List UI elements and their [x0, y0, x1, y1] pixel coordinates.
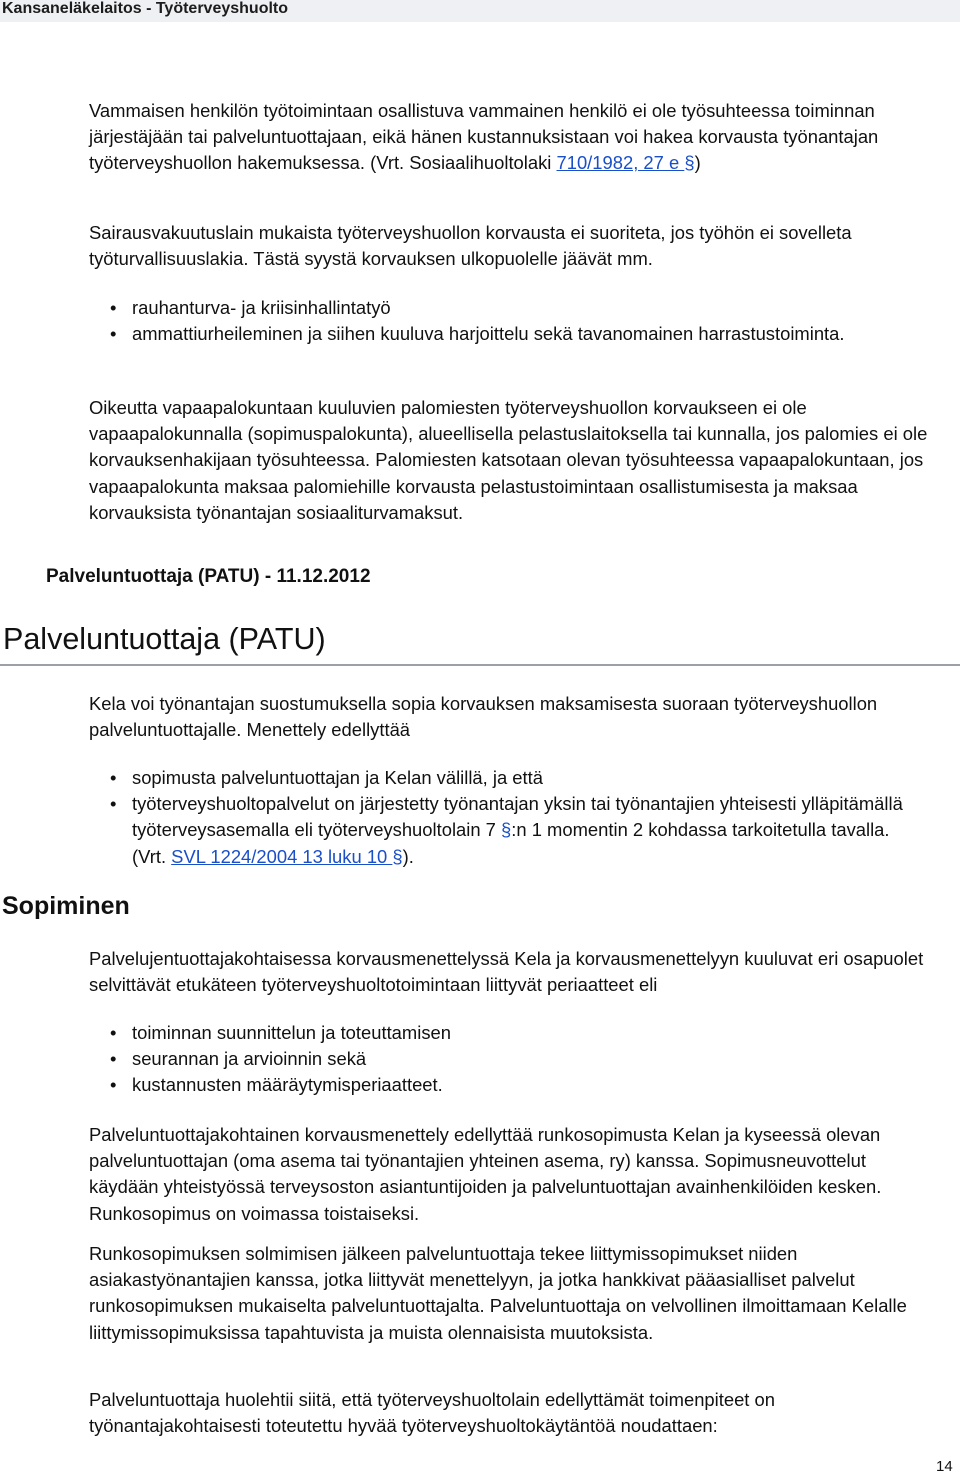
- list-item: [110, 791, 910, 870]
- list-item: • ammattiurheileminen ja siihen kuuluva harjoittelu sekä tavanomainen harrastustoiminta.: [110, 321, 910, 347]
- section-icon[interactable]: §: [501, 819, 512, 841]
- section-icon[interactable]: §: [684, 152, 695, 174]
- header-title: Kansaneläkelaitos - Työterveyshuolto: [2, 0, 289, 17]
- paragraph-sairausvakuutus: Sairausvakuutuslain mukaista työterveyshuollon korvausta ei suoriteta, jos työhön ei sovelleta työturvallisuuslakia. Tästä syystä korvauksen ulkopuolelle jäävät mm.: [89, 222, 852, 270]
- list-item: • rauhanturva- ja kriisinhallintatyö: [110, 295, 910, 321]
- paragraph-kela-voi: Kela voi työnantajan suostumuksella sopia korvauksen maksamisesta suoraan työterveyshuollon palveluntuottajalle. Menettely edellyttää: [89, 693, 878, 741]
- list-item-tail: ).: [402, 845, 414, 867]
- paragraph-vapaapalokunta: Oikeutta vapaapalokuntaan kuuluvien palomiesten työterveyshuollon korvaukseen ei ole vapaapalokunnalla (sopimuspalokunta), alueellisella pelastuslaitoksella tai kunnalla, jos palomies ei ole korvauksenhakijaan työsuhteessa. Palomiesten katsotaan olevan työsuhteessa vapaapalokuntaan, jos vapaapalokunta maksaa palomiehille korvausta pelastustoimintaan osallistumisesta ja maksaa korvauksista työnantajan sosiaaliturvamaksut.: [89, 397, 928, 523]
- law-link-svl[interactable]: SVL 1224/2004 13 luku 10: [171, 845, 393, 867]
- section-icon[interactable]: §: [392, 845, 403, 867]
- paragraph-tail: ): [694, 152, 701, 174]
- page-header: [0, 0, 960, 22]
- requirements-list: [110, 765, 910, 870]
- list-item: • toiminnan suunnittelun ja toteuttamisen: [110, 1020, 910, 1046]
- list-item: • kustannusten määräytymisperiaatteet.: [110, 1072, 910, 1098]
- page-title: Palveluntuottaja (PATU): [3, 622, 326, 656]
- exclusion-list: [110, 295, 910, 347]
- list-item-text: työterveyshuoltopalvelut on järjestetty työnantajan yksin tai työnantajien yhteisesti ylläpitämällä työterveysasemalla eli työterveyshuoltolain 7: [132, 793, 903, 841]
- paragraph-palvelujentuottaja: Palvelujentuottajakohtaisessa korvausmenettelyssä Kela ja korvausmenettelyyn kuuluvat eri osapuolet selvittävät etukäteen työterveyshuoltotoimintaan liittyvät periaatteet eli: [89, 948, 924, 996]
- paragraph-text: Vammaisen henkilön työtoimintaan osallistuva vammainen henkilö ei ole työsuhteessa toiminnan järjestäjään tai palveluntuottajaan, eikä hänen kustannuksistaan voi hakea korvausta työnantajan työterveyshuollon hakemuksessa. (Vrt. Sosiaalihuoltolaki: [89, 100, 879, 174]
- paragraph-vammaisen: [89, 98, 929, 177]
- side-heading: Sopiminen: [2, 892, 130, 920]
- page-number: 14: [936, 1458, 953, 1475]
- paragraph-liittymissopimus: Runkosopimuksen solmimisen jälkeen palveluntuottaja tekee liittymissopimukset niiden asiakastyönantajien kanssa, jotka liittyvät menettelyyn, ja jotka hankkivat pääasialliset palvelut runkosopimuksen mukaiselta palveluntuottajalta. Palveluntuottaja on velvollinen ilmoittamaan Kelalle liittymissopimuksissa tapahtuvista ja muista olennaisista muutoksista.: [89, 1243, 907, 1343]
- list-item: • sopimusta palveluntuottajan ja Kelan välillä, ja että: [110, 765, 910, 791]
- heading-divider: [0, 664, 960, 666]
- list-item-text: :n 1 momentin 2 kohdassa tarkoitetulla tavalla. (Vrt.: [132, 819, 890, 867]
- list-item: • seurannan ja arvioinnin sekä: [110, 1046, 910, 1072]
- section-subheading: Palveluntuottaja (PATU) - 11.12.2012: [46, 566, 371, 587]
- paragraph-huolehtii: Palveluntuottaja huolehtii siitä, että työterveyshuoltolain edellyttämät toimenpiteet on työnantajakohtaisesti toteutettu hyvää työterveyshuoltokäytäntöä noudattaen:: [89, 1389, 775, 1437]
- paragraph-runkosopimus: Palveluntuottajakohtainen korvausmenettely edellyttää runkosopimusta Kelan ja kyseessä olevan palveluntuottajan (oma asema tai työnantajien yhteinen asema, ry) kanssa. Sopimusneuvottelut käydään yhteistyössä terveysoston asiantuntijoiden ja palveluntuottajan avainhenkilöiden kesken. Runkosopimus on voimassa toistaiseksi.: [89, 1124, 882, 1224]
- principles-list: [110, 1020, 910, 1099]
- law-link-710-1982[interactable]: 710/1982, 27 e: [556, 152, 685, 174]
